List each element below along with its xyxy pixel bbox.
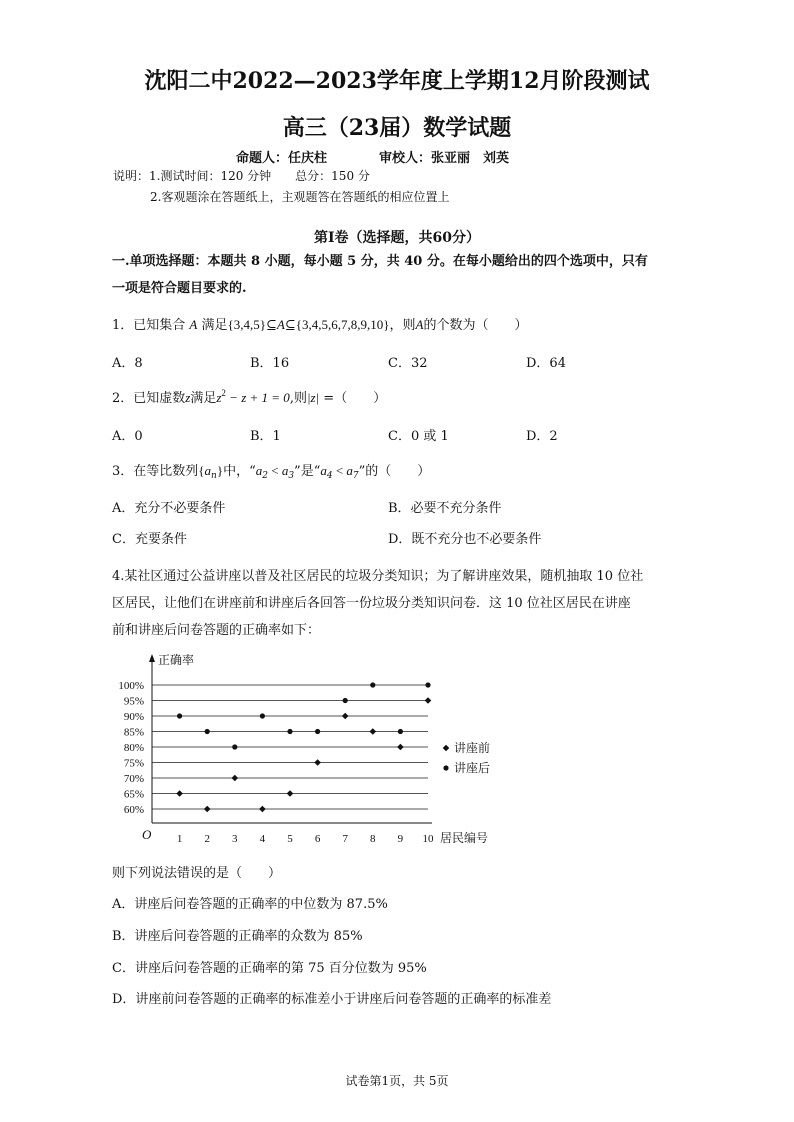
point-after-lecture xyxy=(370,682,375,687)
x-axis-label: 居民编号 xyxy=(440,831,489,845)
page-footer: 试卷第1页，共 5页 xyxy=(345,1074,449,1088)
instructions-line-2: 2.客观题涂在答题纸上，主观题答在答题纸的相应位置上 xyxy=(150,190,450,204)
x-tick-label: 7 xyxy=(342,833,348,845)
y-tick-label: 70% xyxy=(123,773,144,785)
y-tick-label: 90% xyxy=(123,711,144,723)
point-after-lecture xyxy=(343,698,348,703)
y-tick-label: 60% xyxy=(123,804,144,816)
y-tick-label: 100% xyxy=(118,680,144,692)
question-4-text-line-3: 前和讲座后问卷答题的正确率如下： xyxy=(112,623,321,638)
point-before-lecture xyxy=(204,806,211,813)
origin-label: O xyxy=(142,827,152,842)
legend-marker-before xyxy=(443,745,450,752)
y-tick-label: 65% xyxy=(123,788,144,801)
question-3-option-b[interactable]: B．必要不充分条件 xyxy=(388,501,502,516)
x-tick-label: 9 xyxy=(397,833,404,845)
y-axis-label: 正确率 xyxy=(158,653,195,667)
x-tick-label: 4 xyxy=(259,833,266,845)
y-tick-label: 80% xyxy=(123,742,144,754)
question-2-option-d[interactable]: D．2 xyxy=(526,429,558,444)
x-tick-label: 1 xyxy=(176,833,183,845)
exam-subtitle: 高三（23届）数学试题 xyxy=(282,115,512,141)
question-2-option-b[interactable]: B．1 xyxy=(250,429,281,444)
point-after-lecture xyxy=(315,729,320,734)
question-4-prompt: 则下列说法错误的是（ ） xyxy=(112,866,282,881)
x-tick-label: 2 xyxy=(204,833,210,845)
question-1-option-b[interactable]: B．16 xyxy=(250,356,290,371)
point-before-lecture xyxy=(176,790,183,797)
point-after-lecture xyxy=(425,682,430,687)
point-after-lecture xyxy=(398,729,403,734)
point-after-lecture xyxy=(260,713,265,718)
x-tick-label: 3 xyxy=(232,833,238,845)
section-title: 第Ⅰ卷（选择题，共60分） xyxy=(313,230,481,246)
question-3-option-d[interactable]: D．既不充分也不必要条件 xyxy=(388,532,542,547)
point-before-lecture xyxy=(314,759,321,766)
point-after-lecture xyxy=(205,729,210,734)
instructions-line-1: 说明：1.测试时间：120 分钟 总分：150 分 xyxy=(113,169,370,183)
legend-label: 讲座前 xyxy=(454,741,491,755)
point-before-lecture xyxy=(342,713,349,720)
authors-line: 命题人：任庆柱 审校人：张亚丽 刘英 xyxy=(236,151,510,166)
question-2-option-a[interactable]: A．0 xyxy=(112,429,143,444)
point-after-lecture xyxy=(177,713,182,718)
x-tick-label: 6 xyxy=(314,833,321,845)
point-after-lecture xyxy=(287,729,292,734)
section-intro-line-1: 一.单项选择题：本题共 8 小题，每小题 5 分，共 40 分。在每小题给出的四个选项中，只有 xyxy=(112,254,648,269)
question-1-option-d[interactable]: D．64 xyxy=(526,356,566,371)
question-3-stem: 3．在等比数列$\{a_n\}$中，“$a_2 < a_3$”是“$a_4 < a_7$”的（ ） xyxy=(112,463,431,481)
point-before-lecture xyxy=(425,697,432,704)
question-4-option-b[interactable]: B．讲座后问卷答题的正确率的众数为 85% xyxy=(112,929,363,944)
point-before-lecture xyxy=(397,744,404,751)
question-4-text-line-1: 4.某社区通过公益讲座以普及社区居民的垃圾分类知识；为了解讲座效果，随机抽取 10 位社 xyxy=(112,569,644,584)
question-4-option-d[interactable]: D．讲座前问卷答题的正确率的标准差小于讲座后问卷答题的正确率的标准差 xyxy=(112,992,552,1007)
scatter-chart xyxy=(100,650,520,855)
x-tick-label: 10 xyxy=(422,833,434,845)
exam-title: 沈阳二中2022—2023学年度上学期12月阶段测试 xyxy=(144,68,650,94)
point-before-lecture xyxy=(287,790,294,797)
y-axis-arrow xyxy=(149,654,155,662)
legend-label: 讲座后 xyxy=(454,761,491,775)
point-before-lecture xyxy=(232,775,239,782)
y-tick-label: 75% xyxy=(123,757,144,770)
question-3-option-c[interactable]: C．充要条件 xyxy=(112,532,187,547)
question-3-option-a[interactable]: A．充分不必要条件 xyxy=(112,501,226,516)
question-4-option-a[interactable]: A．讲座后问卷答题的正确率的中位数为 87.5% xyxy=(112,897,388,912)
legend-marker-after xyxy=(443,765,448,770)
y-tick-label: 95% xyxy=(123,695,144,708)
section-intro-line-2: 一项是符合题目要求的. xyxy=(112,281,247,296)
question-2-option-c[interactable]: C．0 或 1 xyxy=(388,429,449,444)
question-4-option-c[interactable]: C．讲座后问卷答题的正确率的第 75 百分位数为 95% xyxy=(112,961,427,976)
point-before-lecture xyxy=(370,728,377,735)
point-after-lecture xyxy=(232,744,237,749)
question-2-stem: 2．已知虚数z满足$z^2 - z + 1 = 0$,则|z| =（ ） xyxy=(112,388,387,406)
question-1-option-a[interactable]: A．8 xyxy=(112,356,143,371)
x-tick-label: 8 xyxy=(370,833,376,845)
question-1-stem: 1．已知集合 A 满足{3,4,5}⊆A⊆{3,4,5,6,7,8,9,10}，则A的个数为（ ） xyxy=(112,317,528,333)
question-1-option-c[interactable]: C．32 xyxy=(388,356,428,371)
point-before-lecture xyxy=(259,806,266,813)
question-4-text-line-2: 区居民，让他们在讲座前和讲座后各回答一份垃圾分类知识问卷．这 10 位社区居民在讲座 xyxy=(112,596,631,611)
x-tick-label: 5 xyxy=(287,833,293,845)
y-tick-label: 85% xyxy=(123,726,144,739)
